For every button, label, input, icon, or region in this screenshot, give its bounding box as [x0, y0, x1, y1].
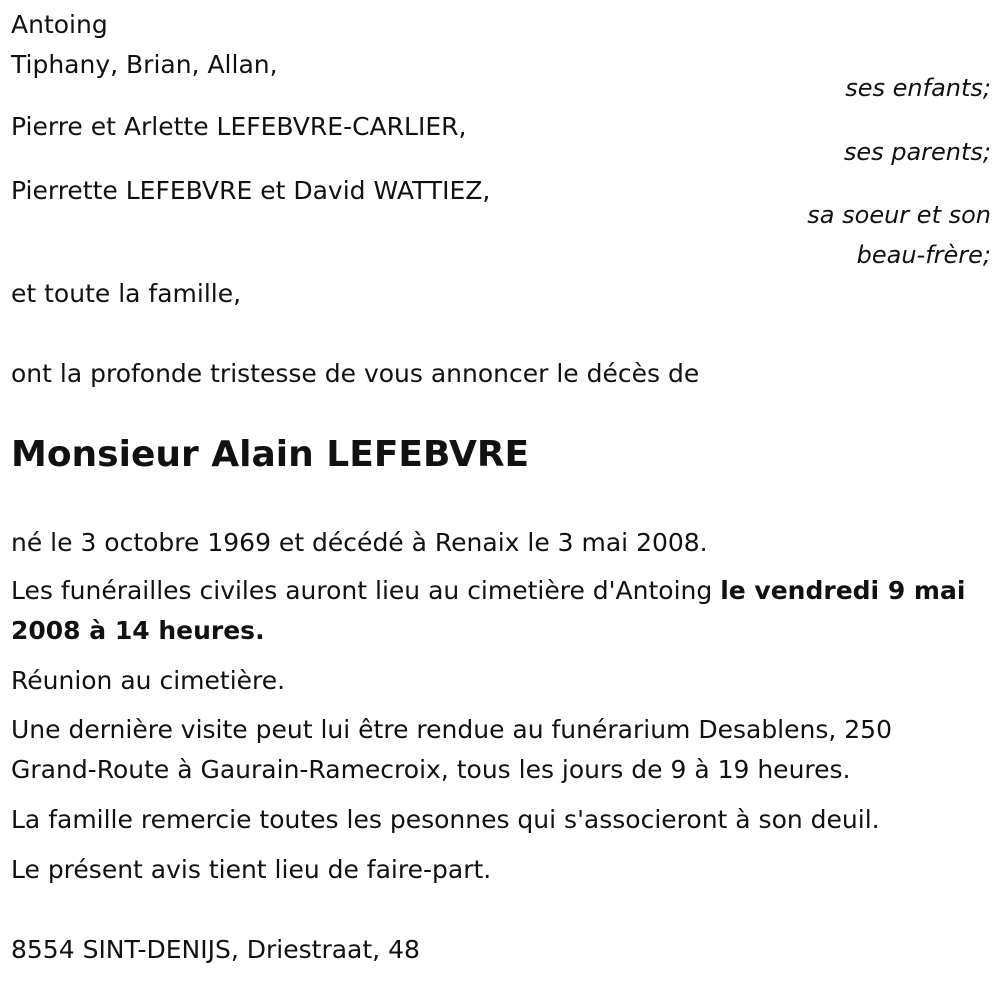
sister-role-line2: beau-frère; — [856, 241, 991, 269]
parents-role: ses parents; — [843, 138, 991, 166]
meeting-text: Réunion au cimetière. — [11, 666, 286, 695]
family-line: et toute la famille, — [11, 279, 242, 308]
sister-names: Pierrette LEFEBVRE et David WATTIEZ, — [11, 176, 491, 205]
parents-names: Pierre et Arlette LEFEBVRE-CARLIER, — [11, 112, 467, 141]
funeral-text — [11, 571, 971, 651]
deceased-name: Monsieur Alain LEFEBVRE — [11, 434, 530, 475]
birth-death-text: né le 3 octobre 1969 et décédé à Renaix le 3 mai 2008. — [11, 528, 708, 557]
announcement-text: ont la profonde tristesse de vous annoncer le décès de — [11, 359, 700, 388]
funeral-prefix: Les funérailles civiles auront lieu au cimetière d'Antoing — [11, 576, 721, 605]
visit-text: Une dernière visite peut lui être rendue au funérarium Desablens, 250 Grand-Route à Gaurain-Ramecroix, tous les jours de 9 à 19 heures. — [11, 715, 892, 784]
sister-role-line1: sa soeur et son — [807, 201, 991, 229]
notice-text: Le présent avis tient lieu de faire-part. — [11, 855, 492, 884]
children-role: ses enfants; — [845, 74, 991, 102]
funeral-date: le vendredi 9 mai 2008 à 14 heures. — [11, 576, 966, 645]
place-name: Antoing — [11, 10, 108, 39]
children-names: Tiphany, Brian, Allan, — [11, 50, 278, 79]
address-text: 8554 SINT-DENIJS, Driestraat, 48 — [11, 935, 420, 964]
thanks-text: La famille remercie toutes les pesonnes qui s'associeront à son deuil. — [11, 805, 880, 834]
